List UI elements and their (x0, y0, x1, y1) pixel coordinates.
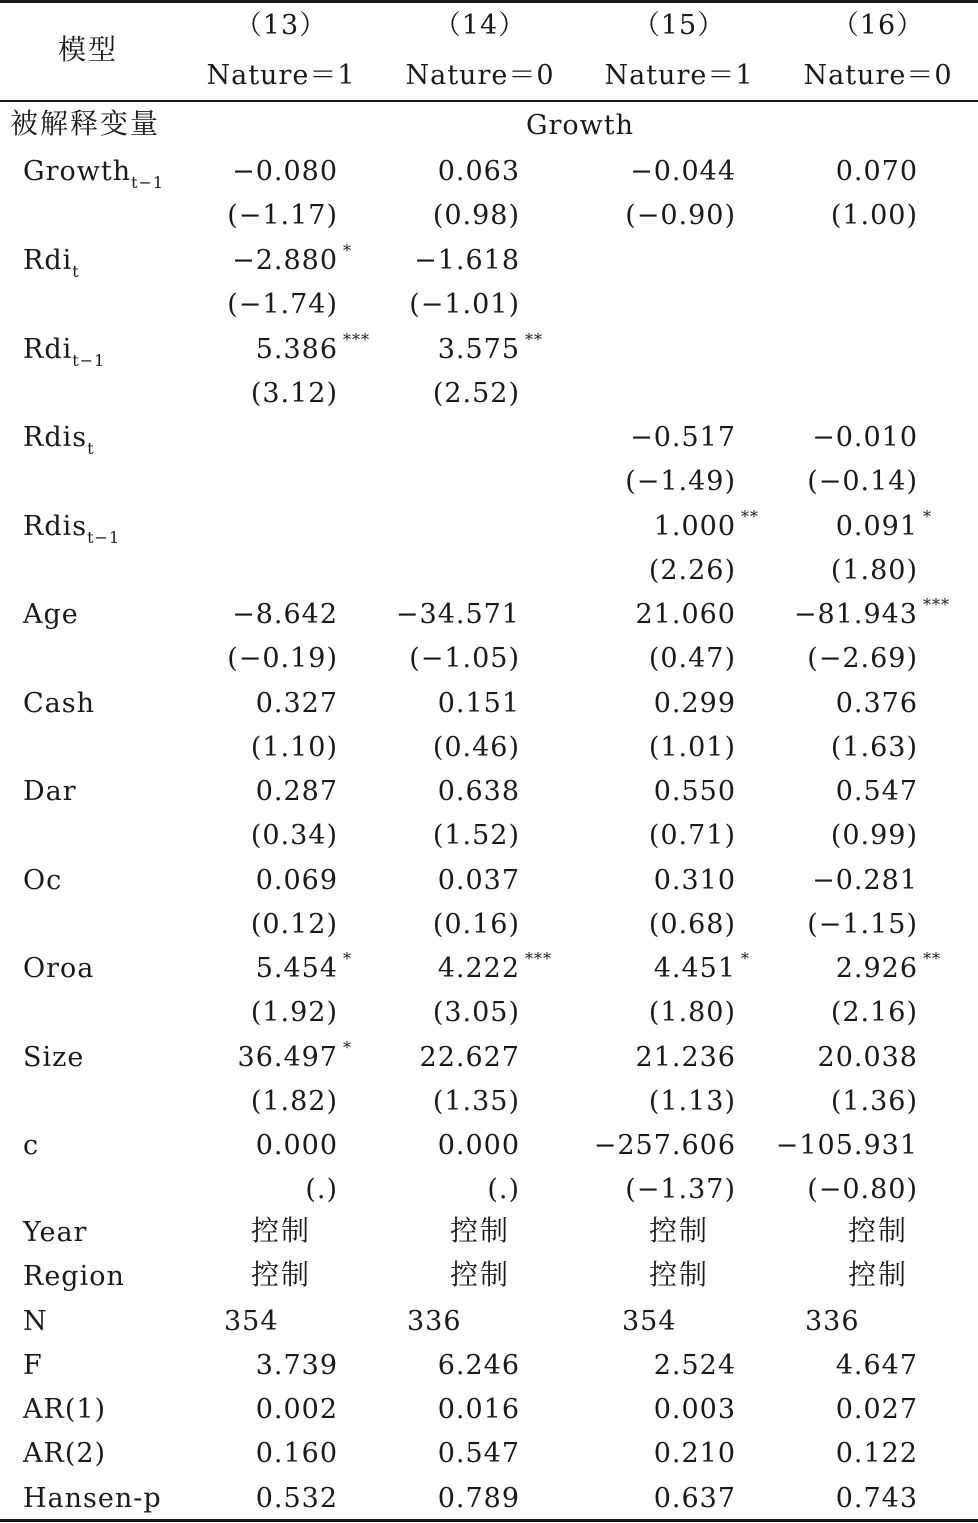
coef-hansen-col13: 0.532 (255, 1483, 338, 1514)
tstat-cash-col14: (0.46) (432, 732, 520, 763)
coef-ar2-col14: 0.547 (437, 1438, 520, 1469)
coef-oc-col16: −0.281 (812, 865, 918, 896)
tstat-rdis-col16: (−0.14) (807, 466, 918, 497)
significance-stars-size-col13: * (343, 1038, 352, 1057)
column-nature-16: Nature＝0 (803, 60, 953, 91)
coef-hansen-col14: 0.789 (437, 1483, 520, 1514)
coef-dar-col15: 0.550 (653, 776, 736, 807)
coef-rdis-col15: −0.517 (630, 422, 736, 453)
coef-cash-col14: 0.151 (437, 688, 520, 719)
coef-hansen-col15: 0.637 (653, 1483, 736, 1514)
row-label-subscript: t−1 (72, 351, 106, 370)
coef-rdi1-col14: 3.575 (437, 334, 520, 365)
tstat-oc-col15: (0.68) (648, 909, 736, 940)
row-label-subscript: t (87, 439, 95, 458)
tstat-c-col14: (.) (487, 1174, 520, 1205)
tstat-growth-col15: (−0.90) (625, 200, 736, 231)
significance-stars-rdi1-col13: *** (343, 330, 370, 349)
n-col13: 354 (224, 1306, 279, 1337)
significance-stars-oroa-col14: *** (525, 949, 552, 968)
coef-ar2-col16: 0.122 (835, 1438, 918, 1469)
tstat-cash-col15: (1.01) (648, 732, 736, 763)
row-label-f: F (23, 1350, 43, 1381)
n-col16: 336 (805, 1306, 860, 1337)
tstat-size-col14: (1.35) (432, 1086, 520, 1117)
row-label-oroa: Oroa (23, 953, 95, 984)
significance-stars-rdi1-col14: ** (525, 330, 543, 349)
tstat-rdi1-col14: (2.52) (432, 378, 520, 409)
significance-stars-rdis1-col15: ** (741, 507, 759, 526)
column-nature-13: Nature＝1 (206, 60, 356, 91)
row-label-subscript: t (72, 262, 80, 281)
coef-size-col16: 20.038 (817, 1042, 918, 1073)
coef-rdis1-col16: 0.091 (835, 511, 918, 542)
tstat-rdis1-col16: (1.80) (830, 555, 918, 586)
tstat-rdi-col14: (−1.01) (409, 289, 520, 320)
coef-oroa-col14: 4.222 (437, 953, 520, 984)
row-label-dar: Dar (23, 776, 77, 807)
tstat-oc-col16: (−1.15) (807, 909, 918, 940)
tstat-oroa-col14: (3.05) (432, 997, 520, 1028)
coef-cash-col16: 0.376 (835, 688, 918, 719)
dependent-variable-label: 被解释变量 (10, 107, 161, 140)
coef-oc-col15: 0.310 (653, 865, 736, 896)
control-year-col16: 控制 (847, 1214, 908, 1247)
tstat-age-col15: (0.47) (648, 643, 736, 674)
coef-cash-col13: 0.327 (255, 688, 338, 719)
column-nature-15: Nature＝1 (604, 60, 754, 91)
column-number-15: （15） (632, 10, 726, 41)
row-label-subscript: t−1 (131, 173, 165, 192)
row-label-rdis1 (23, 511, 121, 547)
control-region-col14: 控制 (449, 1258, 510, 1291)
coef-dar-col14: 0.638 (437, 776, 520, 807)
coef-growth-col14: 0.063 (437, 156, 520, 187)
column-number-14: （14） (433, 10, 527, 41)
row-label-base: Rdi (23, 245, 73, 276)
coef-rdi-col14: −1.618 (414, 245, 520, 276)
tstat-cash-col13: (1.10) (250, 732, 338, 763)
row-label-base: Rdis (23, 422, 88, 453)
top-rule (0, 0, 978, 3)
coef-oroa-col15: 4.451 (653, 953, 736, 984)
coef-age-col15: 21.060 (635, 599, 736, 630)
row-label-subscript: t−1 (87, 528, 121, 547)
tstat-size-col13: (1.82) (250, 1086, 338, 1117)
control-region-col13: 控制 (250, 1258, 311, 1291)
coef-age-col14: −34.571 (395, 599, 520, 630)
dependent-variable-name: Growth (525, 110, 635, 141)
tstat-growth-col14: (0.98) (432, 200, 520, 231)
control-year-col13: 控制 (250, 1214, 311, 1247)
coef-oroa-col13: 5.454 (255, 953, 338, 984)
coef-rdis1-col15: 1.000 (653, 511, 736, 542)
coef-size-col15: 21.236 (635, 1042, 736, 1073)
tstat-c-col15: (−1.37) (625, 1174, 736, 1205)
column-number-16: （16） (831, 10, 925, 41)
tstat-rdis-col15: (−1.49) (625, 466, 736, 497)
coef-ar1-col15: 0.003 (653, 1394, 736, 1425)
coef-growth-col13: −0.080 (232, 156, 338, 187)
tstat-rdis1-col15: (2.26) (648, 555, 736, 586)
row-label-age: Age (23, 599, 79, 630)
coef-growth-col15: −0.044 (630, 156, 736, 187)
significance-stars-oroa-col13: * (343, 949, 352, 968)
control-year-col15: 控制 (648, 1214, 709, 1247)
coef-f-col14: 6.246 (437, 1350, 520, 1381)
tstat-dar-col16: (0.99) (830, 820, 918, 851)
coef-ar1-col14: 0.016 (437, 1394, 520, 1425)
significance-stars-oroa-col16: ** (923, 949, 941, 968)
coef-growth-col16: 0.070 (835, 156, 918, 187)
tstat-age-col13: (−0.19) (227, 643, 338, 674)
coef-age-col13: −8.642 (232, 599, 338, 630)
column-nature-14: Nature＝0 (405, 60, 555, 91)
row-label-ar1: AR(1) (23, 1394, 107, 1425)
coef-rdi-col13: −2.880 (232, 245, 338, 276)
bottom-rule (0, 1519, 978, 1522)
coef-cash-col15: 0.299 (653, 688, 736, 719)
tstat-c-col16: (−0.80) (807, 1174, 918, 1205)
row-label-cash: Cash (23, 688, 96, 719)
tstat-oc-col13: (0.12) (250, 909, 338, 940)
coef-c-col14: 0.000 (437, 1130, 520, 1161)
coef-dar-col16: 0.547 (835, 776, 918, 807)
coef-ar2-col13: 0.160 (255, 1438, 338, 1469)
tstat-growth-col13: (−1.17) (227, 200, 338, 231)
tstat-age-col14: (−1.05) (409, 643, 520, 674)
n-col14: 336 (407, 1306, 462, 1337)
row-label-rdi1 (23, 334, 106, 370)
coef-ar1-col16: 0.027 (835, 1394, 918, 1425)
model-header-label: 模型 (58, 33, 119, 66)
tstat-age-col16: (−2.69) (807, 643, 918, 674)
coef-oc-col14: 0.037 (437, 865, 520, 896)
coef-rdi1-col13: 5.386 (255, 334, 338, 365)
tstat-oroa-col15: (1.80) (648, 997, 736, 1028)
coef-hansen-col16: 0.743 (835, 1483, 918, 1514)
row-label-rdis (23, 422, 95, 458)
tstat-dar-col13: (0.34) (250, 820, 338, 851)
tstat-rdi1-col13: (3.12) (250, 378, 338, 409)
tstat-size-col15: (1.13) (648, 1086, 736, 1117)
row-label-oc: Oc (23, 865, 63, 896)
significance-stars-rdi-col13: * (343, 241, 352, 260)
row-label-base: Growth (23, 156, 132, 187)
row-label-rdi (23, 245, 80, 281)
header-rule (0, 100, 978, 102)
row-label-year: Year (23, 1217, 88, 1248)
control-year-col14: 控制 (449, 1214, 510, 1247)
tstat-dar-col14: (1.52) (432, 820, 520, 851)
row-label-c: c (23, 1130, 40, 1161)
coef-f-col16: 4.647 (835, 1350, 918, 1381)
coef-c-col16: −105.931 (775, 1130, 918, 1161)
tstat-growth-col16: (1.00) (830, 200, 918, 231)
significance-stars-rdis1-col16: * (923, 507, 932, 526)
coef-size-col14: 22.627 (419, 1042, 520, 1073)
control-region-col15: 控制 (648, 1258, 709, 1291)
row-label-size: Size (23, 1042, 85, 1073)
coef-size-col13: 36.497 (237, 1042, 338, 1073)
row-label-hansen: Hansen-p (23, 1483, 162, 1514)
coef-rdis-col16: −0.010 (812, 422, 918, 453)
tstat-oc-col14: (0.16) (432, 909, 520, 940)
coef-f-col15: 2.524 (653, 1350, 736, 1381)
significance-stars-oroa-col15: * (741, 949, 750, 968)
coef-f-col13: 3.739 (255, 1350, 338, 1381)
coef-ar2-col15: 0.210 (653, 1438, 736, 1469)
coef-oroa-col16: 2.926 (835, 953, 918, 984)
tstat-oroa-col13: (1.92) (250, 997, 338, 1028)
row-label-ar2: AR(2) (23, 1438, 107, 1469)
coef-dar-col13: 0.287 (255, 776, 338, 807)
n-col15: 354 (622, 1306, 677, 1337)
row-label-region: Region (23, 1261, 125, 1292)
tstat-dar-col15: (0.71) (648, 820, 736, 851)
tstat-rdi-col13: (−1.74) (227, 289, 338, 320)
coef-ar1-col13: 0.002 (255, 1394, 338, 1425)
tstat-cash-col16: (1.63) (830, 732, 918, 763)
coef-c-col15: −257.606 (593, 1130, 736, 1161)
tstat-c-col13: (.) (305, 1174, 338, 1205)
tstat-size-col16: (1.36) (830, 1086, 918, 1117)
control-region-col16: 控制 (847, 1258, 908, 1291)
coef-age-col16: −81.943 (793, 599, 918, 630)
row-label-n: N (23, 1306, 48, 1337)
row-label-base: Rdis (23, 511, 88, 542)
significance-stars-age-col16: *** (923, 595, 950, 614)
coef-oc-col13: 0.069 (255, 865, 338, 896)
column-number-13: （13） (234, 10, 328, 41)
tstat-oroa-col16: (2.16) (830, 997, 918, 1028)
row-label-base: Rdi (23, 334, 73, 365)
coef-c-col13: 0.000 (255, 1130, 338, 1161)
